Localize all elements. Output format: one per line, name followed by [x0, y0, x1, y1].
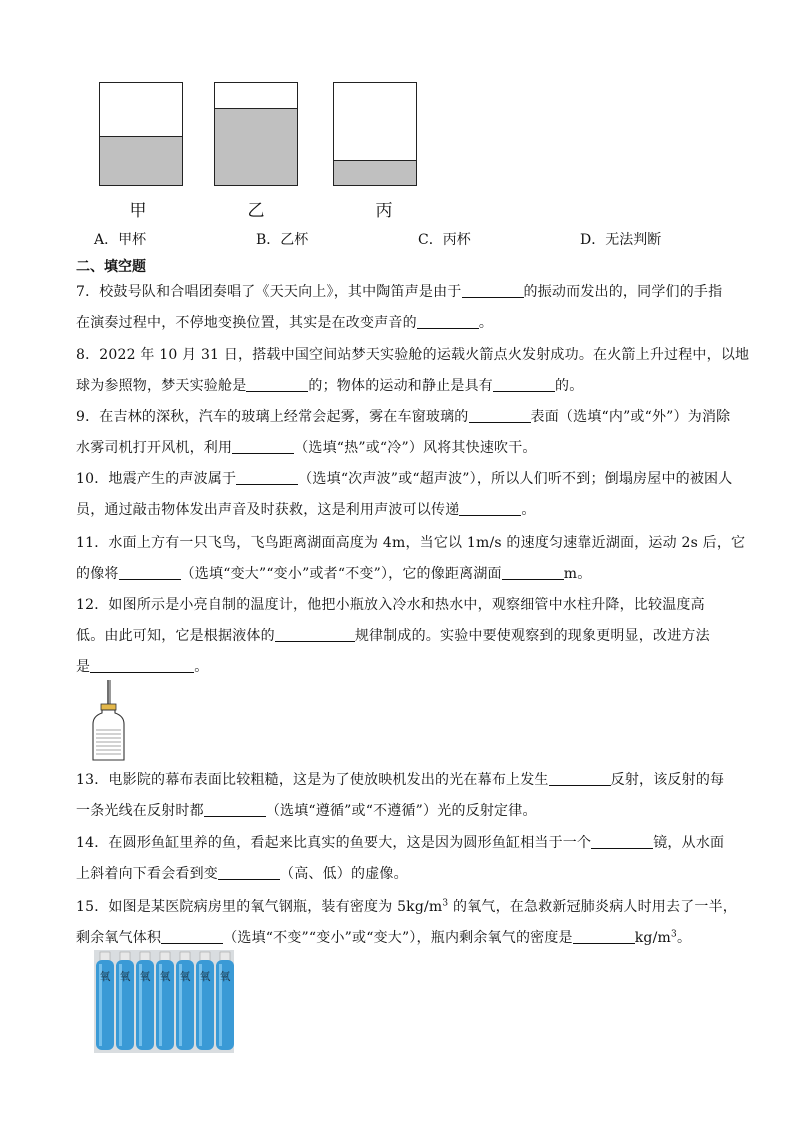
cylinder-label: 氧: [179, 970, 191, 983]
question-12-line-1: 12．如图所示是小亮自制的温度计，他把小瓶放入冷水和热水中，观察细管中水柱升降，比较温度高: [76, 597, 705, 613]
cup-label-bing: 丙: [375, 201, 393, 221]
bottle-body: [93, 710, 124, 760]
question-10-line-2: 员，通过敲击物体发出声音及时获救，这是利用声波可以传递 。: [76, 502, 536, 518]
question-8-line-1: 8．2022 年 10 月 31 日，搭载中国空间站梦天实验舱的运载火箭点火发射成功。在火箭上升过程中，以地: [76, 347, 750, 363]
question-11-line-2: 的像将 （选填“变大”“变小”或者“不变”），它的像距离湖面 m。: [76, 566, 592, 582]
answer-blank[interactable]: [204, 802, 266, 817]
question-13-line-2: 一条光线在反射时都 （选填“遵循”或“不遵循”）光的反射定律。: [76, 803, 537, 819]
question-7-line-2: 在演奏过程中，不停地变换位置，其实是在改变声音的 。: [76, 315, 494, 331]
cylinder-label: 氧: [139, 970, 151, 983]
answer-blank[interactable]: [591, 834, 653, 849]
thermometer-bottle-figure: [88, 680, 128, 762]
option-c: C．丙杯: [418, 232, 471, 248]
cup-liquid: [100, 136, 182, 185]
answer-blank[interactable]: [119, 565, 181, 580]
oxygen-cylinders-image: [94, 950, 234, 1053]
cup-bing: [333, 82, 417, 186]
answer-blank[interactable]: [462, 283, 524, 298]
cylinder-label: 氧: [219, 970, 231, 983]
question-8-line-2: 球为参照物，梦天实验舱是 的；物体的运动和静止是具有 的。: [76, 378, 584, 394]
answer-blank[interactable]: [161, 929, 223, 944]
cylinder-label: 氧: [99, 970, 111, 983]
question-13-line-1: 13．电影院的幕布表面比较粗糙，这是为了使放映机发出的光在幕布上发生 反射，该反射的每: [76, 772, 725, 788]
answer-blank[interactable]: [459, 501, 521, 516]
cup-label-jia: 甲: [129, 201, 147, 221]
question-12-line-2: 低。由此可知，它是根据液体的 规律制成的。实验中要使观察到的现象更明显，改进方法: [76, 628, 710, 644]
question-15-line-2: 剩余氧气体积 （选填“不变”“变小”或“变大”），瓶内剩余氧气的密度是 $kg/m^3$。: [76, 929, 692, 946]
answer-blank[interactable]: [275, 627, 355, 642]
answer-blank[interactable]: [236, 470, 298, 485]
answer-blank[interactable]: [573, 929, 635, 944]
answer-blank[interactable]: [417, 314, 479, 329]
question-9-line-1: 9．在吉林的深秋，汽车的玻璃上经常会起雾，雾在车窗玻璃的 表面（选填“内”或“外”）为消除: [76, 409, 731, 425]
cup-yi: [214, 82, 298, 186]
answer-blank[interactable]: [502, 565, 564, 580]
cup-label-yi: 乙: [247, 201, 265, 221]
question-11-line-1: 11．水面上方有一只飞鸟，飞鸟距离湖面高度为 4m，当它以 1m/s 的速度匀速靠近湖面，运动 2s 后，它: [76, 535, 746, 551]
oxygen-cylinders-photo: [94, 950, 234, 1053]
answer-blank[interactable]: [232, 439, 294, 454]
option-b: B．乙杯: [256, 232, 309, 248]
question-12-line-3: 是 。: [76, 659, 209, 675]
question-14-line-1: 14．在圆形鱼缸里养的鱼，看起来比真实的鱼要大，这是因为圆形鱼缸相当于一个 镜，从水面: [76, 835, 725, 851]
bottle-cap: [101, 704, 116, 710]
answer-blank[interactable]: [90, 658, 194, 673]
cylinder-label: 氧: [159, 970, 171, 983]
option-d: D．无法判断: [580, 232, 662, 248]
cup-liquid: [334, 160, 416, 185]
question-14-line-2: 上斜着向下看会看到变 （高、低）的虚像。: [76, 866, 408, 882]
cylinder-label: 氧: [199, 970, 211, 983]
cup-jia: [99, 82, 183, 186]
option-a: A．甲杯: [94, 232, 147, 248]
answer-blank[interactable]: [246, 377, 308, 392]
answer-blank[interactable]: [218, 865, 280, 880]
section-title: 二、填空题: [76, 259, 146, 275]
cup-liquid: [215, 108, 297, 186]
question-9-line-2: 水雾司机打开风机，利用 （选填“热”或“冷”）风将其快速吹干。: [76, 440, 537, 456]
question-10-line-1: 10．地震产生的声波属于 （选填“次声波”或“超声波”），所以人们听不到；倒塌房屋中的被困人: [76, 471, 733, 487]
answer-blank[interactable]: [493, 377, 555, 392]
answer-blank[interactable]: [549, 771, 611, 786]
question-7-line-1: 7．校鼓号队和合唱团奏唱了《天天向上》，其中陶笛声是由于 的振动而发出的，同学们的手指: [76, 284, 723, 300]
question-15-line-1: 15．如图是某医院病房里的氧气钢瓶，装有密度为 $5kg/m^3$ 的氧气，在急救新冠肺炎病人时用去了一半，: [76, 898, 738, 915]
answer-blank[interactable]: [469, 408, 531, 423]
cylinder-label: 氧: [119, 970, 131, 983]
